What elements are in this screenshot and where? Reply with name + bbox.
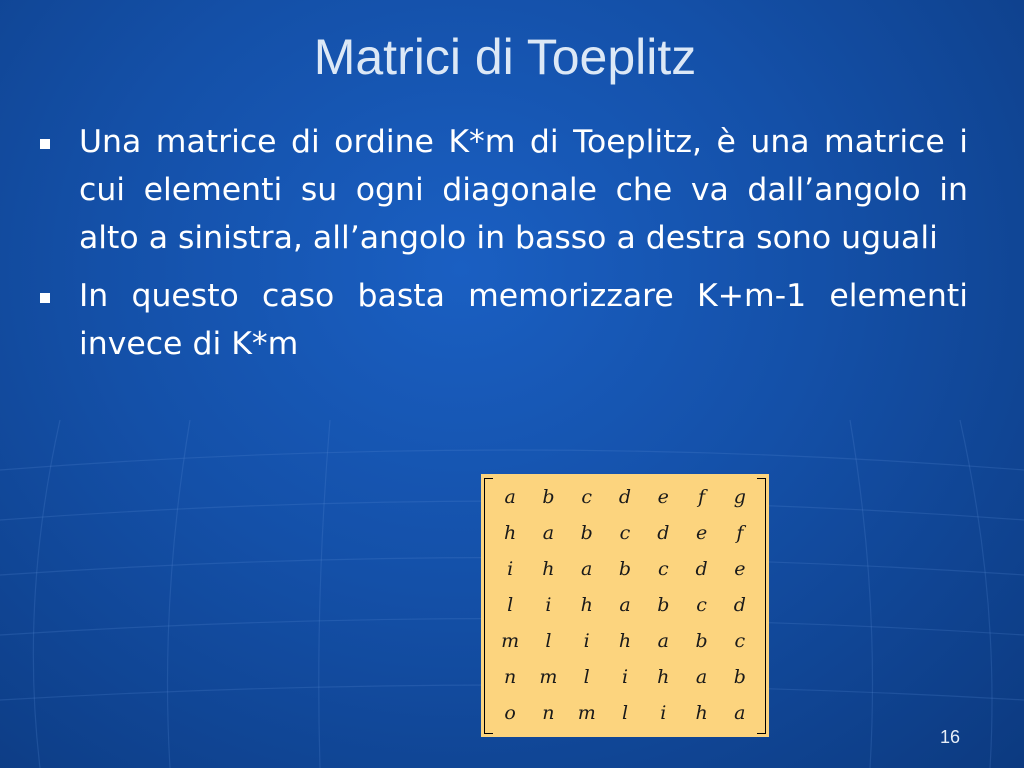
matrix-cell: c xyxy=(581,486,593,508)
matrix-cell: a xyxy=(581,558,593,580)
matrix-cell: m xyxy=(501,630,520,652)
matrix-cell: i xyxy=(545,594,552,616)
matrix-cell: b xyxy=(657,594,670,616)
matrix-cell: l xyxy=(545,630,552,652)
matrix-cell: b xyxy=(618,558,632,580)
matrix-cell: h xyxy=(542,558,555,580)
square-bullet-icon xyxy=(40,293,50,303)
matrix-cell: i xyxy=(583,630,590,652)
matrix-cell: a xyxy=(734,702,746,724)
matrix-cell: h xyxy=(618,630,632,652)
bullet-text: Una matrice di ordine K*m di Toeplitz, è una matrice i cui elementi su ogni diagonale che va dall’angolo in alto a sinistra, all’angolo in basso a destra sono uguali xyxy=(79,124,968,256)
matrix-cell: d xyxy=(695,558,708,580)
matrix-cell: c xyxy=(619,522,631,544)
square-bullet-icon xyxy=(40,139,50,149)
bullet-list xyxy=(38,118,968,378)
matrix-cell: n xyxy=(542,702,555,724)
matrix-cell: e xyxy=(695,522,708,544)
matrix-cell: n xyxy=(504,666,517,688)
matrix-cell: b xyxy=(580,522,593,544)
matrix-cell: e xyxy=(734,558,746,580)
matrix-cell: a xyxy=(504,486,516,508)
matrix-cell: d xyxy=(618,486,632,508)
matrix-grid xyxy=(491,479,759,731)
matrix-cell: m xyxy=(577,702,596,724)
matrix-cell: m xyxy=(539,666,558,688)
matrix-cell: h xyxy=(657,666,670,688)
matrix-cell: g xyxy=(733,486,746,508)
matrix-cell: c xyxy=(734,630,746,652)
matrix-cell: a xyxy=(542,522,555,544)
matrix-cell: c xyxy=(696,594,707,616)
matrix-cell: l xyxy=(583,666,590,688)
matrix-cell: e xyxy=(657,486,669,508)
toeplitz-matrix xyxy=(481,474,769,737)
matrix-cell: l xyxy=(507,594,514,616)
matrix-cell: o xyxy=(504,702,516,724)
matrix-cell: f xyxy=(736,522,744,544)
matrix-cell: a xyxy=(657,630,669,652)
bullet-item xyxy=(38,118,968,262)
slide-title: Matrici di Toeplitz xyxy=(313,29,697,85)
matrix-cell: h xyxy=(504,522,517,544)
matrix-cell: h xyxy=(580,594,593,616)
matrix-cell: l xyxy=(621,702,629,724)
matrix-cell: b xyxy=(542,486,555,508)
matrix-cell: a xyxy=(619,594,631,616)
matrix-cell: h xyxy=(695,702,708,724)
matrix-cell: d xyxy=(657,522,670,544)
matrix-cell: i xyxy=(621,666,629,688)
matrix-cell: b xyxy=(695,630,708,652)
bullet-text: In questo caso basta memorizzare K+m-1 elementi invece di K*m xyxy=(79,278,968,362)
matrix-cell: i xyxy=(660,702,667,724)
matrix-cell: i xyxy=(507,558,514,580)
matrix-cell: b xyxy=(733,666,746,688)
matrix-cell: f xyxy=(698,486,706,508)
matrix-cell: c xyxy=(657,558,669,580)
page-number: 16 xyxy=(940,727,961,747)
matrix-cell: a xyxy=(695,666,708,688)
bullet-item xyxy=(38,272,968,368)
matrix-cell: d xyxy=(733,594,746,616)
